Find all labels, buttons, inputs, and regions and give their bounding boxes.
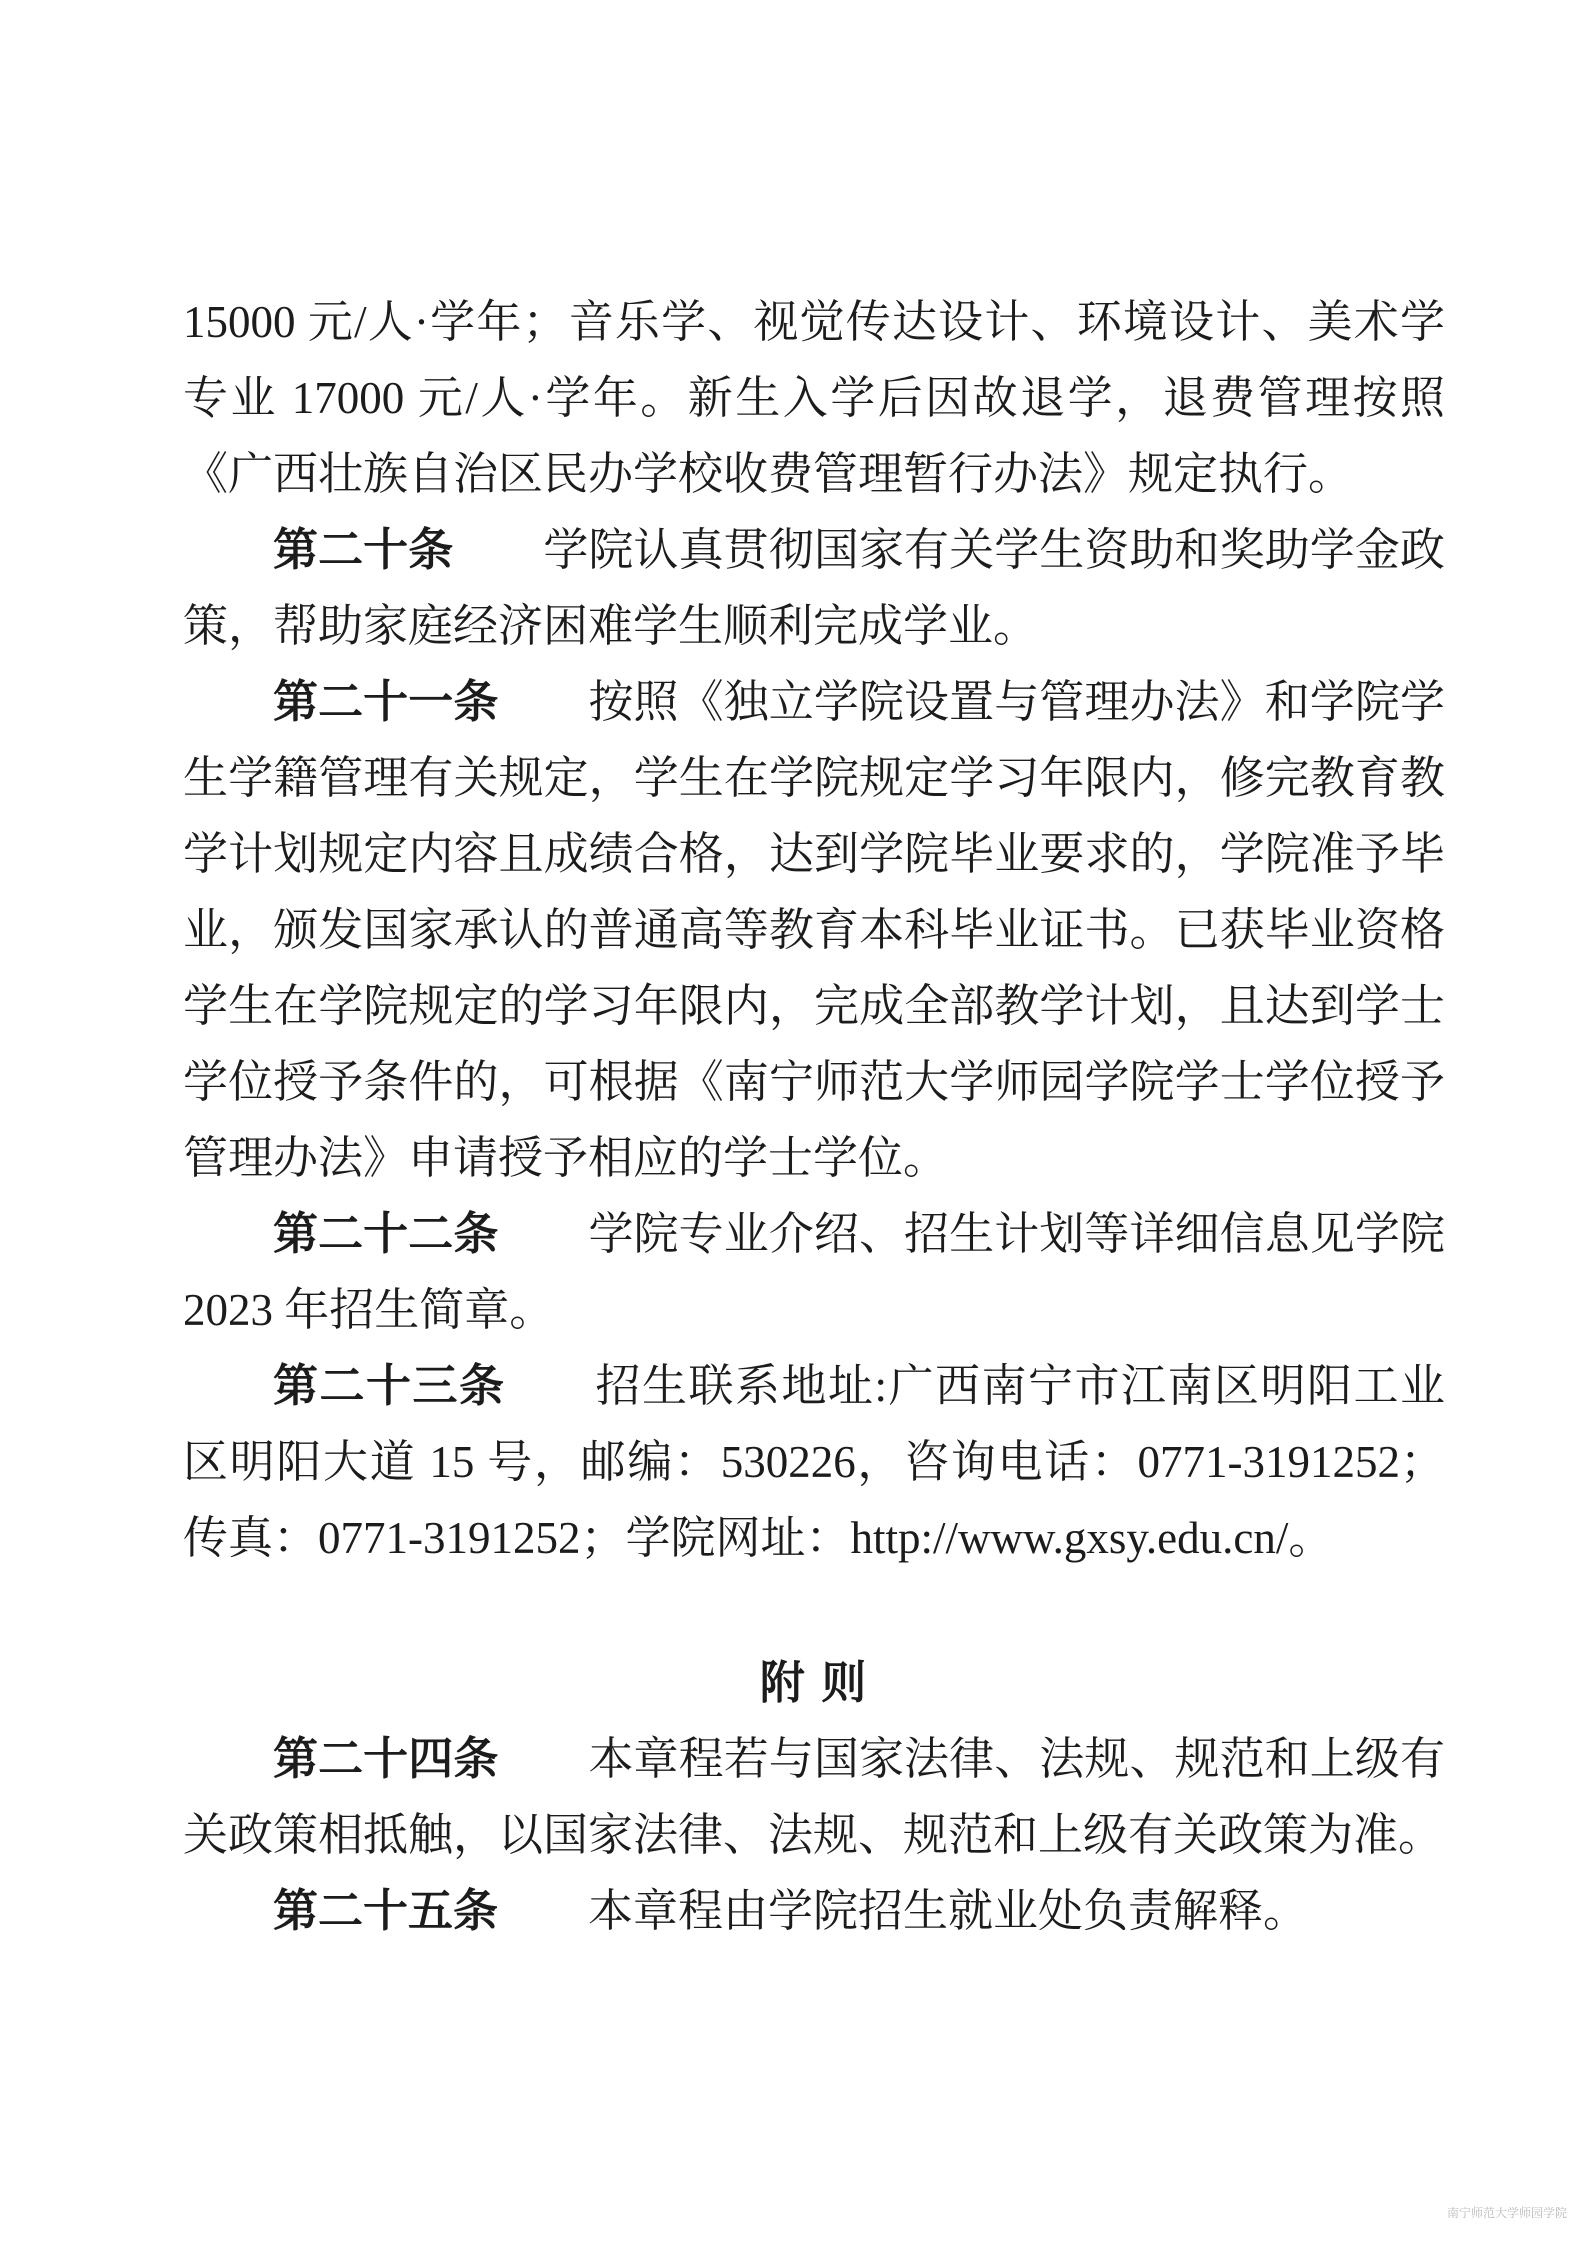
- article-21-number: 第二十一条: [273, 677, 499, 727]
- article-20-number: 第二十条: [273, 525, 454, 575]
- article-23-number: 第二十三条: [273, 1361, 506, 1411]
- article-24-number: 第二十四条: [273, 1734, 499, 1784]
- article-24-paragraph: [183, 1721, 1445, 1873]
- tuition-continuation-text: 15000 元/人·学年；音乐学、视觉传达设计、环境设计、美术学专业 17000 元/人·学年。新生入学后因故退学，退费管理按照《广西壮族自治区民办学校收费管理暂行办法》规定执行。: [183, 297, 1445, 499]
- article-25-text: 本章程由学院招生就业处负责解释。: [588, 1886, 1309, 1936]
- article-21-text: 按照《独立学院设置与管理办法》和学院学生学籍管理有关规定，学生在学院规定学习年限内，修完教育教学计划规定内容且成绩合格，达到学院毕业要求的，学院准予毕业，颁发国家承认的普通高等教育本科毕业证书。已获毕业资格学生在学院规定的学习年限内，完成全部教学计划，且达到学士学位授予条件的，可根据《南宁师范大学师园学院学士学位授予管理办法》申请授予相应的学士学位。: [183, 677, 1445, 1183]
- document-body: [183, 284, 1445, 1949]
- article-20-text: 学院认真贯彻国家有关学生资助和奖助学金政策，帮助家庭经济困难学生顺利完成学业。: [183, 525, 1445, 651]
- article-22-number: 第二十二条: [273, 1209, 499, 1259]
- appendix-heading: 附 则: [759, 1657, 869, 1708]
- article-25-paragraph: [183, 1873, 1445, 1949]
- article-23-paragraph: [183, 1348, 1445, 1576]
- article-22-text: 学院专业介绍、招生计划等详细信息见学院 2023 年招生简章。: [183, 1209, 1445, 1335]
- article-21-paragraph: [183, 664, 1445, 1196]
- article-25-number: 第二十五条: [273, 1886, 499, 1936]
- tuition-continuation-paragraph: [183, 284, 1445, 512]
- article-23-text: 招生联系地址:广西南宁市江南区明阳工业区明阳大道 15 号，邮编：530226，咨询电话：0771-3191252；传真：0771-3191252；学院网址：http://www.gxsy.edu.cn/。: [183, 1361, 1445, 1563]
- article-24-text: 本章程若与国家法律、法规、规范和上级有关政策相抵触，以国家法律、法规、规范和上级有关政策为准。: [183, 1734, 1445, 1860]
- article-20-paragraph: [183, 512, 1445, 664]
- article-22-paragraph: [183, 1196, 1445, 1348]
- watermark-text: 南宁师范大学师园学院: [1446, 2205, 1567, 2220]
